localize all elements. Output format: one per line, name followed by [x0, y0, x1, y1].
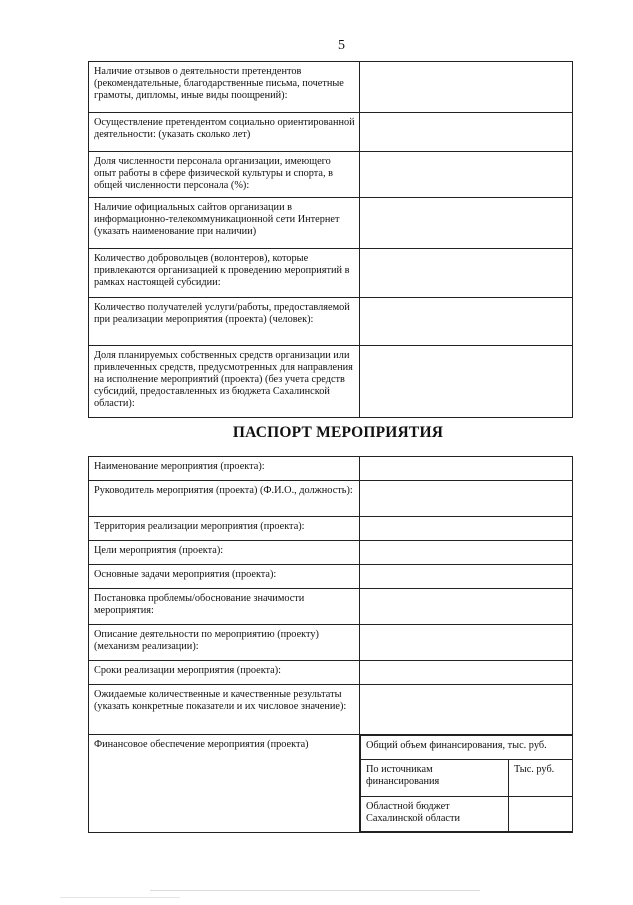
passport-value-cell[interactable]	[360, 517, 573, 541]
table-row	[89, 625, 573, 661]
table-row	[361, 760, 573, 797]
passport-table	[88, 456, 573, 833]
finance-sources-label: По источникам финансирования	[361, 760, 509, 797]
table-row	[89, 481, 573, 517]
passport-value-cell[interactable]	[360, 541, 573, 565]
passport-title: ПАСПОРТ МЕРОПРИЯТИЯ	[232, 424, 444, 441]
criteria-value-cell[interactable]	[360, 113, 573, 152]
passport-label: Сроки реализации мероприятия (проекта):	[89, 661, 360, 685]
passport-value-cell[interactable]	[360, 589, 573, 625]
finance-table	[360, 735, 573, 832]
passport-value-cell[interactable]	[360, 457, 573, 481]
passport-label: Ожидаемые количественные и качественные результаты (указать конкретные показатели и их числовое значение):	[89, 685, 360, 735]
passport-label: Территория реализации мероприятия (проекта):	[89, 517, 360, 541]
finance-block	[360, 735, 573, 833]
passport-label: Цели мероприятия (проекта):	[89, 541, 360, 565]
criteria-label: Доля численности персонала организации, имеющего опыт работы в сфере физической культуры и спорта, в общей численности персонала (%):	[89, 152, 360, 198]
criteria-value-cell[interactable]	[360, 198, 573, 249]
finance-label: Финансовое обеспечение мероприятия (проекта)	[89, 735, 360, 833]
criteria-label: Доля планируемых собственных средств организации или привлеченных средств, предусмотренных для направления на исполнение мероприятий (проекта) (без учета средств субсидий, предоставленных из бюджета Сахалинской области):	[89, 346, 360, 418]
table-row	[89, 346, 573, 418]
passport-label: Руководитель мероприятия (проекта) (Ф.И.О., должность):	[89, 481, 360, 517]
passport-label: Наименование мероприятия (проекта):	[89, 457, 360, 481]
passport-value-cell[interactable]	[360, 565, 573, 589]
table-row	[361, 797, 573, 832]
scan-artifact-line	[60, 897, 180, 898]
passport-label: Постановка проблемы/обоснование значимости мероприятия:	[89, 589, 360, 625]
criteria-label: Наличие официальных сайтов организации в информационно-телекоммуникационной сети Интернет (указать наименование при наличии)	[89, 198, 360, 249]
passport-label: Основные задачи мероприятия (проекта):	[89, 565, 360, 589]
passport-value-cell[interactable]	[360, 481, 573, 517]
table-row	[89, 735, 573, 833]
passport-value-cell[interactable]	[360, 661, 573, 685]
table-row	[89, 565, 573, 589]
table-row	[89, 152, 573, 198]
criteria-label: Количество получателей услуги/работы, предоставляемой при реализации мероприятия (проекта) (человек):	[89, 298, 360, 346]
finance-total-label: Общий объем финансирования, тыс. руб.	[361, 736, 573, 760]
table-row	[89, 249, 573, 298]
passport-value-cell[interactable]	[360, 685, 573, 735]
table-row	[89, 589, 573, 625]
table-row	[89, 62, 573, 113]
criteria-value-cell[interactable]	[360, 298, 573, 346]
table-row	[89, 541, 573, 565]
page-number: 5	[338, 38, 345, 53]
table-row	[89, 457, 573, 481]
table-row	[89, 517, 573, 541]
passport-value-cell[interactable]	[360, 625, 573, 661]
criteria-table	[88, 61, 573, 418]
table-row	[89, 298, 573, 346]
table-row	[89, 113, 573, 152]
criteria-label: Количество добровольцев (волонтеров), которые привлекаются организацией к проведению мероприятий в рамках настоящей субсидии:	[89, 249, 360, 298]
table-row	[89, 198, 573, 249]
finance-regional-budget-label: Областной бюджет Сахалинской области	[361, 797, 509, 832]
criteria-value-cell[interactable]	[360, 249, 573, 298]
scan-artifact-line	[150, 890, 480, 891]
finance-regional-budget-value[interactable]	[509, 797, 573, 832]
criteria-value-cell[interactable]	[360, 346, 573, 418]
table-row	[89, 661, 573, 685]
criteria-value-cell[interactable]	[360, 62, 573, 113]
criteria-label: Наличие отзывов о деятельности претендентов (рекомендательные, благодарственные письма, почетные грамоты, дипломы, иные виды поощрений):	[89, 62, 360, 113]
finance-unit-label: Тыс. руб.	[509, 760, 573, 797]
table-row	[361, 736, 573, 760]
table-row	[89, 685, 573, 735]
criteria-value-cell[interactable]	[360, 152, 573, 198]
passport-label: Описание деятельности по мероприятию (проекту) (механизм реализации):	[89, 625, 360, 661]
criteria-label: Осуществление претендентом социально ориентированной деятельности: (указать сколько лет)	[89, 113, 360, 152]
